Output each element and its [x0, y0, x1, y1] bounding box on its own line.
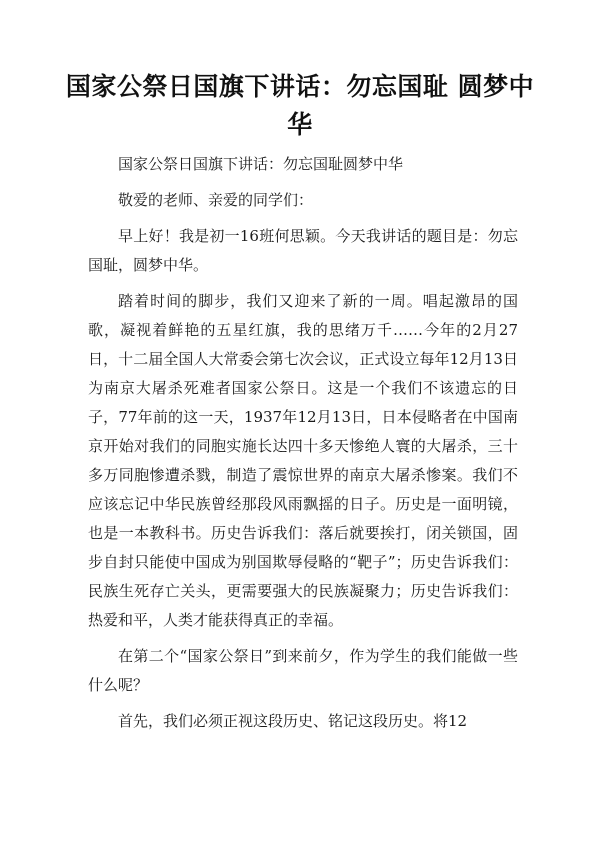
question-paragraph: 在第二个“国家公祭日”到来前夕，作为学生的我们能做一些什么呢？ — [88, 647, 518, 694]
paragraph-spacer — [88, 215, 518, 222]
subtitle-paragraph: 国家公祭日国旗下讲话：勿忘国耻圆梦中华 — [118, 155, 404, 173]
paragraph-spacer — [88, 179, 518, 186]
document-title: 国家公祭日国旗下讲话：勿忘国耻 圆梦中华 — [65, 72, 535, 139]
first-action-paragraph: 首先，我们必须正视这段历史、铭记这段历史。将12 — [118, 712, 468, 730]
history-paragraph: 踏着时间的脚步，我们又迎来了新的一周。唱起激昂的国歌，凝视着鲜艳的五星红旗，我的思绪万千……今年的2月27日，十二届全国人大常委会第七次会议，正式设立每年12月13日为南京大屠杀死难者国家公祭日。这是一个我们不该遗忘的日子，77年前的这一天，1937年12月13日，日本侵略者在中国南京开始对我们的同胞实施长达四十多天惨绝人寰的大屠杀，三十多万同胞惨遭杀戮，制造了震惊世界的南京大屠杀惨案。我们不应该忘记中华民族曾经那段风雨飘摇的日子。历史是一面明镜，也是一本教科书。历史告诉我们：落后就要挨打，闭关锁国，固步自封只能使中国成为别国欺辱侵略的“靶子”；历史告诉我们：民族生死存亡关头，更需要强大的民族凝聚力；历史告诉我们：热爱和平，人类才能获得真正的幸福。 — [88, 292, 518, 629]
paragraph-spacer — [88, 280, 518, 287]
paragraph-spacer — [88, 635, 518, 642]
greeting-paragraph: 早上好！我是初一16班何思颖。今天我讲话的题目是：勿忘国耻，圆梦中华。 — [88, 227, 518, 274]
paragraph-spacer — [88, 700, 518, 707]
document-body — [88, 150, 518, 736]
salutation-paragraph: 敬爱的老师、亲爱的同学们： — [118, 191, 314, 209]
